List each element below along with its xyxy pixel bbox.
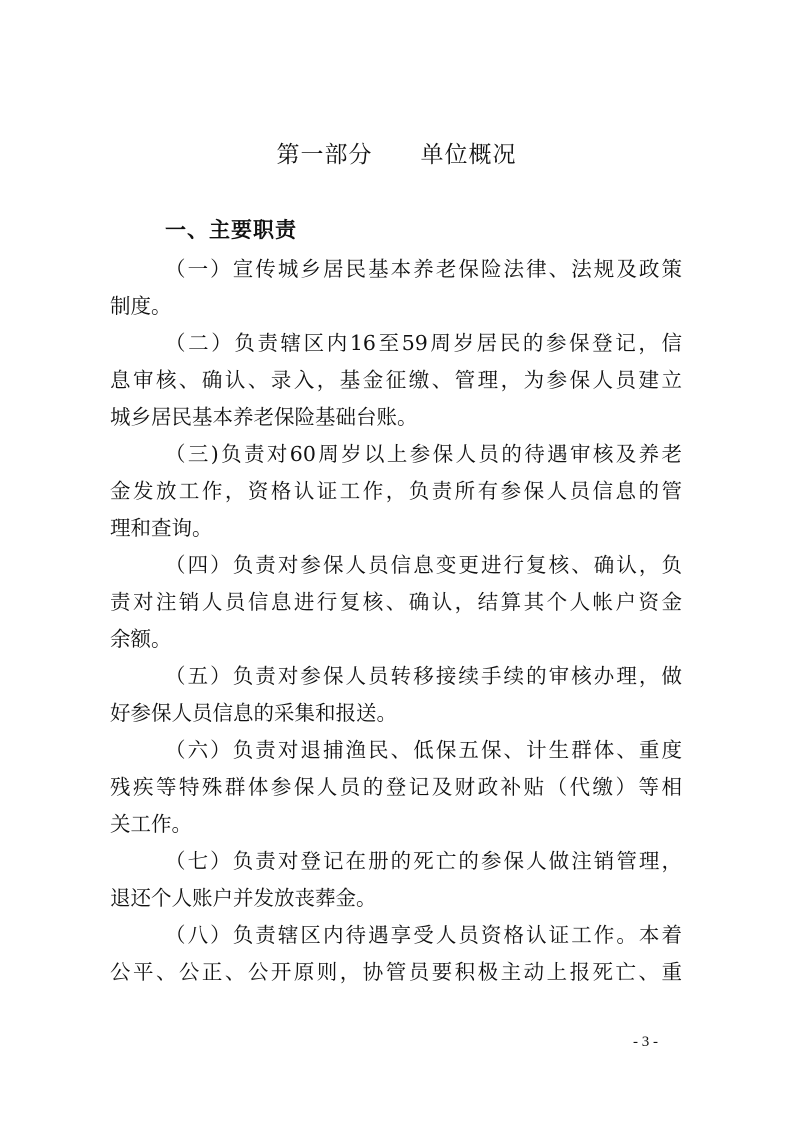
- body-line: 金发放工作，资格认证工作，负责所有参保人员信息的管: [110, 479, 682, 503]
- body-line: 制度。: [110, 294, 172, 318]
- body-line: （八）负责辖区内待遇享受人员资格认证工作。本着: [165, 923, 682, 947]
- body-line: （二）负责辖区内16至59周岁居民的参保登记，信: [165, 331, 682, 355]
- body-line: 退还个人账户并发放丧葬金。: [110, 886, 377, 910]
- body-line: （七）负责对登记在册的死亡的参保人做注销管理，: [165, 849, 682, 873]
- body-line: 余额。: [110, 627, 172, 651]
- body-line: 城乡居民基本养老保险基础台账。: [110, 405, 418, 429]
- body-line: （四）负责对参保人员信息变更进行复核、确认，负: [165, 553, 682, 577]
- body-line: 关工作。: [110, 812, 192, 836]
- body-line: （一）宣传城乡居民基本养老保险法律、法规及政策: [165, 257, 682, 281]
- body-line: 责对注销人员信息进行复核、确认，结算其个人帐户资金: [110, 590, 682, 614]
- body-line: 残疾等特殊群体参保人员的登记及财政补贴（代缴）等相: [110, 775, 682, 799]
- body-line: （五）负责对参保人员转移接续手续的审核办理，做: [165, 664, 682, 688]
- body-line: 公平、公正、公开原则，协管员要积极主动上报死亡、重: [110, 960, 682, 984]
- section-heading: 一、主要职责: [165, 218, 297, 242]
- body-line: 好参保人员信息的采集和报送。: [110, 701, 397, 725]
- body-line: （六）负责对退捕渔民、低保五保、计生群体、重度: [165, 738, 682, 762]
- section-title: 第一部分 单位概况: [276, 142, 517, 168]
- body-line: 息审核、确认、录入，基金征缴、管理，为参保人员建立: [110, 368, 682, 392]
- body-line: 理和查询。: [110, 516, 213, 540]
- page-number: - 3 -: [633, 1034, 658, 1050]
- body-line: （三)负责对60周岁以上参保人员的待遇审核及养老: [165, 442, 682, 466]
